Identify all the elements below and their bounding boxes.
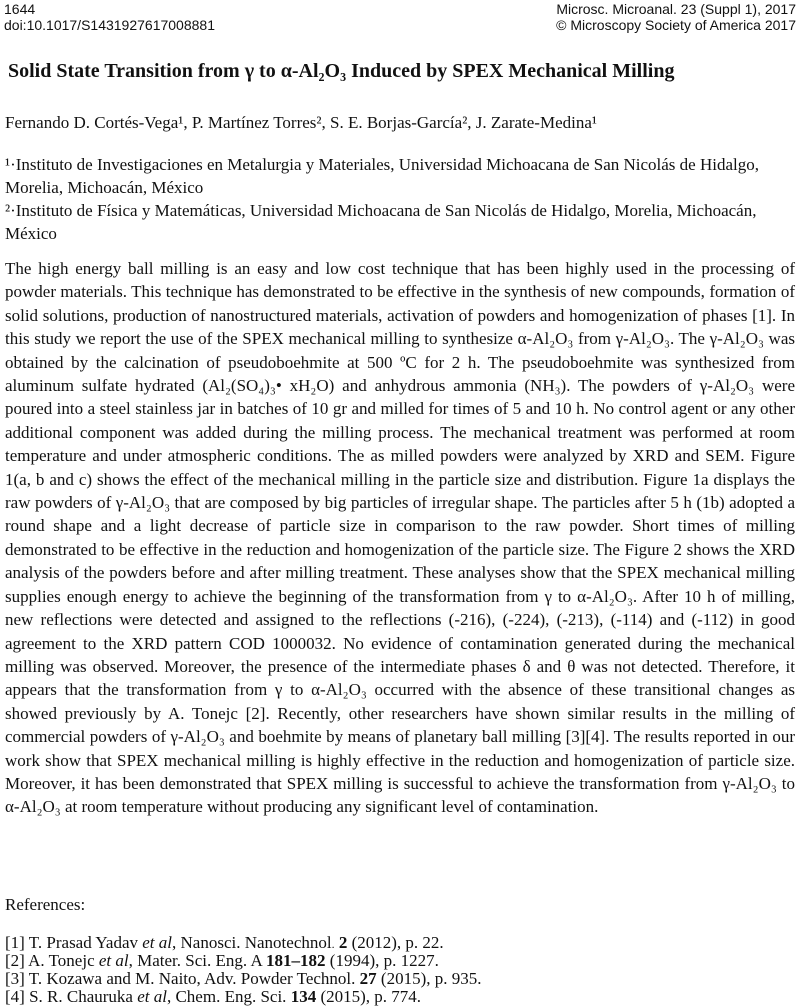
affiliation-1: ¹·Instituto de Investigaciones en Metalurgia y Materiales, Universidad Michoacana de San Nicolás de Hidalgo, Morelia, Michoacán, México: [5, 155, 759, 197]
reference-volume: 27: [359, 969, 377, 988]
reference-authors: T. Kozawa and M. Naito,: [28, 969, 201, 988]
reference-etal: et al: [137, 987, 167, 1006]
reference-volume: 181–182: [266, 951, 326, 970]
reference-rest: (2015), p. 935.: [380, 969, 482, 988]
reference-rest: (1994), p. 1227.: [329, 951, 439, 970]
references-heading: References:: [5, 895, 86, 914]
reference-journal: , Chem. Eng. Sci.: [166, 987, 287, 1006]
reference-number: [1]: [5, 933, 25, 952]
reference-volume: 134: [290, 987, 317, 1006]
reference-number: [3]: [5, 969, 25, 988]
page-number: 1644: [4, 1, 36, 17]
affiliation-2: ²·Instituto de Física y Matemáticas, Universidad Michoacana de San Nicolás de Hidalgo, Morelia, Michoacán, México: [5, 201, 757, 243]
reference-number: [2]: [5, 951, 25, 970]
reference-etal: et al: [98, 951, 129, 970]
reference-authors: T. Prasad Yadav: [28, 933, 139, 952]
reference-journal: Adv. Powder Technol.: [200, 969, 356, 988]
reference-authors: A. Tonejc: [28, 951, 95, 970]
reference-journal: , Nanosci. Nanotechnol: [172, 933, 332, 952]
reference-journal: , Mater. Sci. Eng. A: [128, 951, 262, 970]
paper-title: Solid State Transition from γ to α-Al₂O₃ Induced by SPEX Mechanical Milling: [8, 60, 675, 82]
reference-item: [5, 933, 444, 953]
author-list: Fernando D. Cortés-Vega¹, P. Martínez Torres², S. E. Borjas-García², J. Zarate-Medina¹: [5, 113, 597, 132]
reference-item: [5, 969, 482, 989]
reference-authors: S. R. Chauruka: [29, 987, 133, 1006]
reference-rest: (2015), p. 774.: [320, 987, 422, 1006]
journal-citation: Microsc. Microanal. 23 (Suppl 1), 2017: [556, 1, 796, 17]
reference-etal: et al: [142, 933, 173, 952]
abstract-body: The high energy ball milling is an easy and low cost technique that has been highly used in the processing of powder materials. This technique has demonstrated to be effective in the synthesis of new compounds, formation of solid solutions, production of nanostructured materials, activation of powders and homogenization of phases [1]. In this study we report the use of the SPEX mechanical milling to synthesize α-Al₂O₃ from γ-Al₂O₃. The γ-Al₂O₃ was obtained by the calcination of pseudoboehmite at 500 ºC for 2 h. The pseudoboehmite was synthesized from aluminum sulfate hydrated (Al₂(SO₄)₃• xH₂O) and anhydrous ammonia (NH₃). The powders of γ-Al₂O₃ were poured into a steel stainless jar in batches of 10 gr and milled for times of 5 and 10 h. No control agent or any other additional component was added during the milling process. The mechanical treatment was performed at room temperature and under atmospheric conditions. The as milled powders were analyzed by XRD and SEM. Figure 1(a, b and c) shows the effect of the mechanical milling in the particle size and distribution. Figure 1a displays the raw powders of γ-Al₂O₃ that are composed by big particles of irregular shape. The particles after 5 h (1b) adopted a round shape and a light decrease of particle size in comparison to the raw powder. Short times of milling demonstrated to be effective in the reduction and homogenization of the particle size. The Figure 2 shows the XRD analysis of the powders before and after milling treatment. These analyses show that the SPEX mechanical milling supplies enough energy to achieve the beginning of the transformation from γ to α-Al₂O₃. After 10 h of milling, new reflections were detected and assigned to the reflections (-216), (-224), (-213), (-114) and (-112) in good agreement to the XRD pattern COD 1000032. No evidence of contamination generated during the mechanical milling was observed. Moreover, the presence of the intermediate phases δ and θ was not detected. Therefore, it appears that the transformation from γ to α-Al₂O₃ occurred with the absence of these transitional changes as showed previously by A. Tonejc [2]. Recently, other researchers have shown similar results in the milling of commercial powders of γ-Al₂O₃ and boehmite by means of planetary ball milling [3][4]. The results reported in our work show that SPEX mechanical milling is highly effective in the reduction and homogenization of particle size. Moreover, it has been demonstrated that SPEX milling is successful to achieve the transformation from γ-Al₂O₃ to α-Al₂O₃ at room temperature without producing any significant level of contamination.: [5, 259, 795, 817]
reference-item: [5, 951, 439, 971]
reference-number: [4]: [5, 987, 25, 1006]
doi: doi:10.1017/S1431927617008881: [4, 17, 215, 33]
reference-volume: 2: [338, 933, 348, 952]
reference-dot: .: [331, 937, 335, 951]
copyright: © Microscopy Society of America 2017: [556, 17, 796, 33]
reference-rest: (2012), p. 22.: [351, 933, 444, 952]
reference-item: [5, 987, 421, 1007]
